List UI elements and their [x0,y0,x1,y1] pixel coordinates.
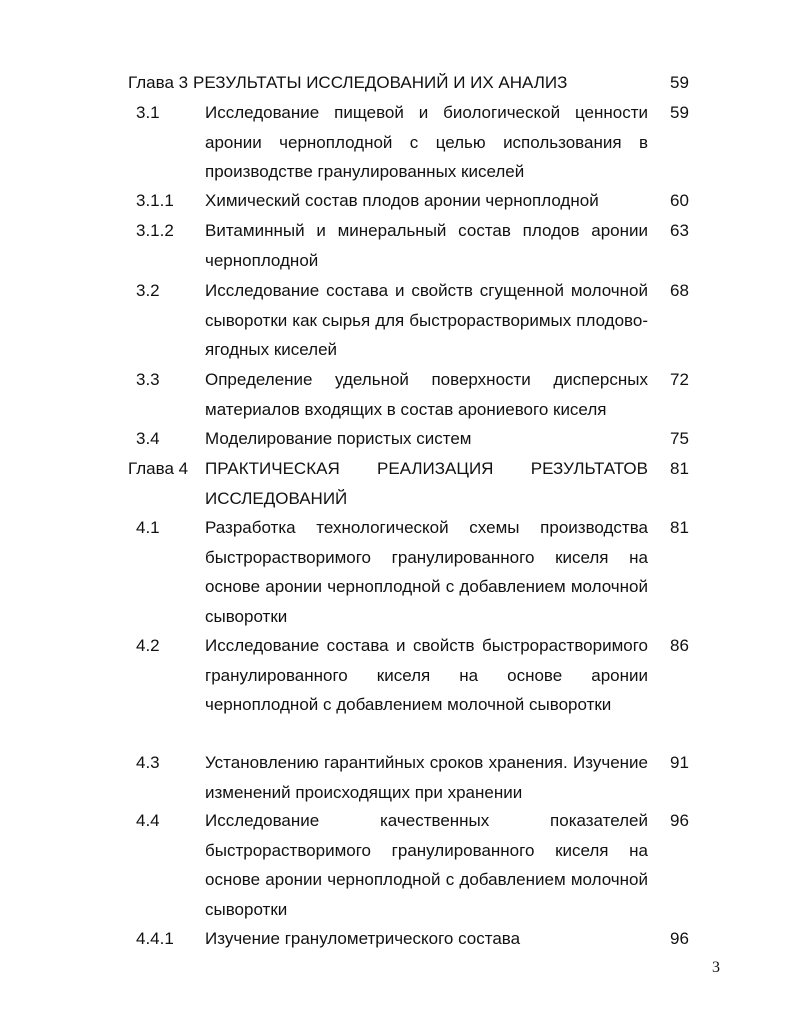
page-number: 3 [712,959,720,976]
toc-entry-title: Разработка технологической схемы производства быстрорастворимого гранулированного киселя на основе аронии черноплодной с добавлением молочной сыворотки [205,518,648,626]
toc-entry-page: 75 [670,429,689,448]
toc-entry-page: 96 [670,811,689,830]
toc-entry-number: 3.1.1 [136,191,174,210]
toc-entry-number: 4.2 [136,636,160,655]
toc-entry-title: Исследование качественных показателей быстрорастворимого гранулированного киселя на основе аронии черноплодной с добавлением молочной сыворотки [205,811,648,919]
toc-entry-number: 4.3 [136,753,160,772]
toc-entry-title: Витаминный и минеральный состав плодов аронии черноплодной [205,221,648,270]
toc-entry-page: 91 [670,753,689,772]
toc-entry-page: 63 [670,221,689,240]
toc-entry-title: Исследование состава и свойств быстрорастворимого гранулированного киселя на основе аронии черноплодной с добавлением молочной сыворотки [205,636,648,715]
toc-entry-page: 68 [670,281,689,300]
toc-entry-number: 4.4.1 [136,929,174,948]
toc-entry-number: 3.3 [136,370,160,389]
toc-entry-page: 59 [670,73,689,92]
toc-entry-page: 59 [670,103,689,122]
toc-entry-number: 4.4 [136,811,160,830]
toc-entry-page: 81 [670,518,689,537]
toc-entry-page: 86 [670,636,689,655]
toc-entry-number: 3.2 [136,281,160,300]
toc-entry-number: Глава 3 [128,73,189,92]
toc-entry-page: 81 [670,459,689,478]
toc-entry-page: 96 [670,929,689,948]
toc-entry-title: ПРАКТИЧЕСКАЯ РЕАЛИЗАЦИЯ РЕЗУЛЬТАТОВ ИССЛЕДОВАНИЙ [205,459,648,508]
toc-entry-title: Моделирование пористых систем [205,429,472,448]
toc-entry-title: Определение удельной поверхности дисперсных материалов входящих в состав арониевого киселя [205,370,648,419]
toc-entry-number: Глава 4 [128,459,189,478]
toc-entry-page: 72 [670,370,689,389]
toc-entry-title: Исследование пищевой и биологической ценности аронии черноплодной с целью использования в производстве гранулированных киселей [205,103,648,182]
toc-entry-number: 3.1.2 [136,221,174,240]
toc-entry-number: 4.1 [136,518,160,537]
toc-entry-number: 3.1 [136,103,160,122]
toc-entry-title: Исследование состава и свойств сгущенной молочной сыворотки как сырья для быстрорастворимых плодово-ягодных киселей [205,281,648,360]
toc-entry-number: 3.4 [136,429,160,448]
toc-entry-title: Установлению гарантийных сроков хранения. Изучение изменений происходящих при хранении [205,753,648,802]
toc-entry-title: РЕЗУЛЬТАТЫ ИССЛЕДОВАНИЙ И ИХ АНАЛИЗ [193,73,568,92]
toc-entry-title: Изучение гранулометрического состава [205,929,521,948]
toc-entry-title: Химический состав плодов аронии черноплодной [205,191,599,210]
toc-entry-page: 60 [670,191,689,210]
